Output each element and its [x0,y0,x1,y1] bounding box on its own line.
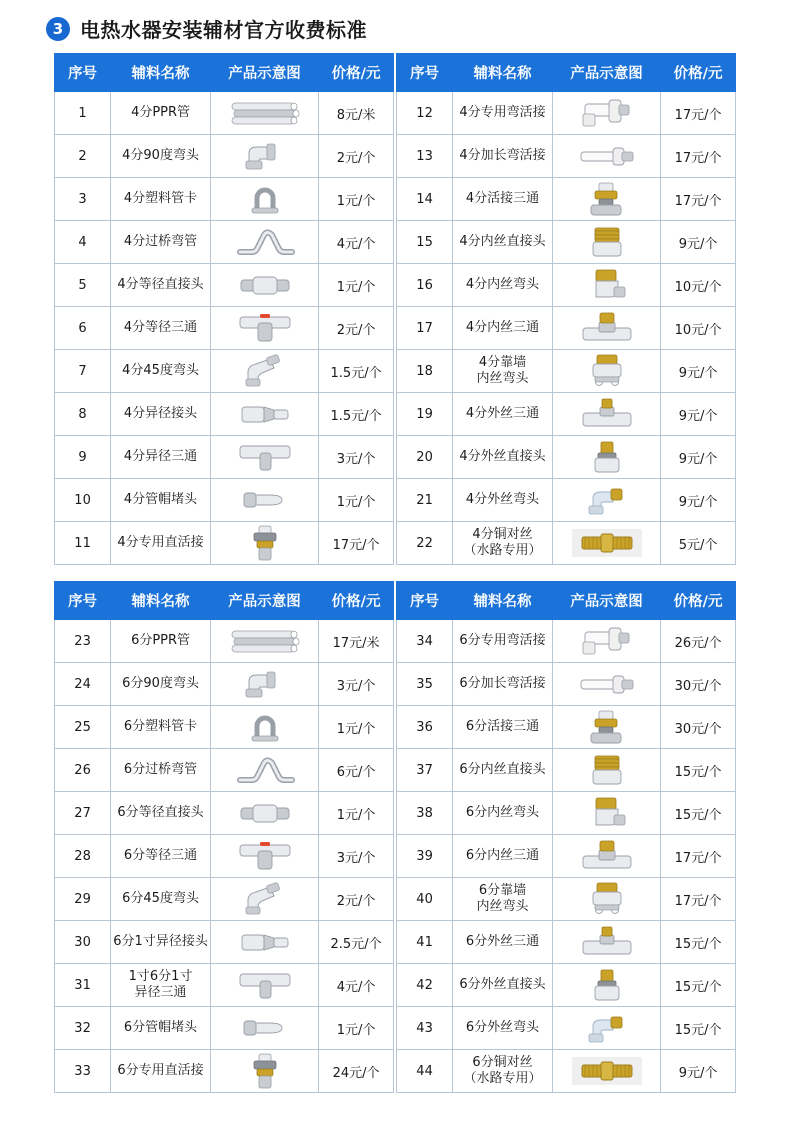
cell-image [552,264,660,307]
cell-image [210,663,318,706]
price-tables-root [0,53,790,1093]
table-row [397,522,736,565]
cell-name: 4分90度弯头 [111,135,211,178]
bridge-bend-icon [212,751,317,789]
cell-no: 2 [55,135,111,178]
cell-image [210,792,318,835]
table-row [397,221,736,264]
cell-name: 6分铜对丝 （水路专用） [453,1050,553,1093]
table-row [397,1007,736,1050]
cell-price: 1元/个 [319,1007,394,1050]
cell-image [210,92,318,135]
cell-name: 6分塑料管卡 [111,706,211,749]
cell-name: 6分1寸异径接头 [111,921,211,964]
cell-no: 28 [55,835,111,878]
elbow-90-icon [212,665,317,703]
cell-no: 18 [397,350,453,393]
cell-no: 39 [397,835,453,878]
cell-price: 1元/个 [319,178,394,221]
elbow-90-icon [212,137,317,175]
cell-image [210,221,318,264]
cell-price: 15元/个 [661,792,736,835]
header-no: 序号 [55,582,111,620]
cell-no: 17 [397,307,453,350]
cell-image [552,393,660,436]
cell-name: 4分管帽堵头 [111,479,211,522]
table-row [397,792,736,835]
header-image: 产品示意图 [552,54,660,92]
cell-no: 1 [55,92,111,135]
price-table-right [396,581,736,1093]
table-row [397,479,736,522]
cell-image [552,522,660,565]
tee-icon [212,837,317,875]
cell-name: 4分外丝三通 [453,393,553,436]
cell-name: 6分等径直接头 [111,792,211,835]
cell-image [210,706,318,749]
section-number-badge: 3 [46,17,70,41]
table-row [397,178,736,221]
cell-image [552,135,660,178]
cell-name: 6分等径三通 [111,835,211,878]
cell-no: 20 [397,436,453,479]
header-name: 辅料名称 [111,54,211,92]
cell-price: 4元/个 [319,964,394,1007]
cell-price: 9元/个 [661,1050,736,1093]
cell-price: 5元/个 [661,522,736,565]
table-row [55,135,394,178]
cell-name: 4分外丝直接头 [453,436,553,479]
cell-name: 4分加长弯活接 [453,135,553,178]
cell-price: 9元/个 [661,479,736,522]
female-elbow-icon [554,794,659,832]
tee-icon [212,309,317,347]
cell-price: 17元/个 [661,878,736,921]
straight-union-icon [212,524,317,562]
cell-price: 30元/个 [661,706,736,749]
table-row [55,436,394,479]
table-row [397,350,736,393]
cell-name: 4分内丝直接头 [453,221,553,264]
cell-price: 17元/个 [661,92,736,135]
cell-no: 21 [397,479,453,522]
cell-price: 15元/个 [661,749,736,792]
cell-image [210,393,318,436]
cell-name: 6分内丝直接头 [453,749,553,792]
table-row [55,921,394,964]
cell-name: 4分等径直接头 [111,264,211,307]
table-row [55,393,394,436]
cell-name: 4分内丝三通 [453,307,553,350]
header-no: 序号 [397,54,453,92]
straight-coupler-icon [212,266,317,304]
cell-image [552,878,660,921]
cell-name: 6分靠墙 内丝弯头 [453,878,553,921]
cell-name: 6分PPR管 [111,620,211,663]
cell-name: 4分45度弯头 [111,350,211,393]
cell-name: 4分过桥弯管 [111,221,211,264]
header-price: 价格/元 [319,54,394,92]
cell-image [210,749,318,792]
block-4fen [0,53,790,565]
cell-name: 6分活接三通 [453,706,553,749]
cell-name: 6分外丝弯头 [453,1007,553,1050]
cell-no: 37 [397,749,453,792]
page-header [0,0,790,53]
cell-no: 25 [55,706,111,749]
cell-price: 3元/个 [319,436,394,479]
header-image: 产品示意图 [552,582,660,620]
cell-name: 1寸6分1寸 异径三通 [111,964,211,1007]
table-row [397,1050,736,1093]
end-cap-icon [212,1009,317,1047]
header-image: 产品示意图 [210,54,318,92]
cell-no: 44 [397,1050,453,1093]
cell-image [210,1007,318,1050]
angle-union-icon [554,94,659,132]
cell-image [210,1050,318,1093]
header-price: 价格/元 [661,582,736,620]
cell-price: 15元/个 [661,1007,736,1050]
cell-no: 36 [397,706,453,749]
pipe-clip-icon [212,180,317,218]
table-row [397,264,736,307]
table-row [55,1050,394,1093]
table-row [55,264,394,307]
cell-image [552,1050,660,1093]
cell-no: 6 [55,307,111,350]
cell-name: 4分专用直活接 [111,522,211,565]
cell-price: 1.5元/个 [319,350,394,393]
cell-no: 10 [55,479,111,522]
table-row [397,663,736,706]
cell-name: 4分等径三通 [111,307,211,350]
table-row [55,307,394,350]
brass-nipple-icon [554,1052,659,1090]
table-row [397,878,736,921]
cell-no: 26 [55,749,111,792]
male-coupler-icon [554,966,659,1004]
table-row [397,749,736,792]
union-tee-icon [554,180,659,218]
male-elbow-icon [554,481,659,519]
cell-no: 13 [397,135,453,178]
pipe-bundle-icon [212,622,317,660]
table-row [397,620,736,663]
female-elbow-icon [554,266,659,304]
cell-name: 6分加长弯活接 [453,663,553,706]
pipe-bundle-icon [212,94,317,132]
cell-image [210,135,318,178]
cell-price: 2元/个 [319,135,394,178]
long-angle-union-icon [554,665,659,703]
block-6fen [0,581,790,1093]
cell-no: 34 [397,620,453,663]
table-row [397,135,736,178]
cell-name: 6分外丝直接头 [453,964,553,1007]
cell-name: 6分内丝弯头 [453,792,553,835]
cell-no: 31 [55,964,111,1007]
reducing-tee-icon [212,438,317,476]
cell-name: 4分外丝弯头 [453,479,553,522]
table-row [397,835,736,878]
cell-price: 15元/个 [661,921,736,964]
cell-image [552,1007,660,1050]
cell-image [210,522,318,565]
cell-price: 1元/个 [319,264,394,307]
cell-no: 4 [55,221,111,264]
table-row [397,706,736,749]
cell-price: 17元/个 [661,178,736,221]
cell-image [210,436,318,479]
header-name: 辅料名称 [111,582,211,620]
pipe-clip-icon [212,708,317,746]
cell-no: 8 [55,393,111,436]
cell-no: 33 [55,1050,111,1093]
cell-image [552,663,660,706]
cell-no: 14 [397,178,453,221]
price-table-right [396,53,736,565]
cell-image [552,620,660,663]
cell-name: 6分90度弯头 [111,663,211,706]
cell-no: 29 [55,878,111,921]
cell-name: 4分异径三通 [111,436,211,479]
table-row [55,1007,394,1050]
cell-price: 26元/个 [661,620,736,663]
female-tee-icon [554,309,659,347]
table-row [55,350,394,393]
cell-price: 1元/个 [319,706,394,749]
cell-no: 11 [55,522,111,565]
female-coupler-icon [554,223,659,261]
cell-price: 2.5元/个 [319,921,394,964]
reducer-icon [212,395,317,433]
table-row [397,964,736,1007]
cell-no: 30 [55,921,111,964]
cell-image [210,620,318,663]
cell-price: 9元/个 [661,350,736,393]
cell-image [552,706,660,749]
cell-name: 4分专用弯活接 [453,92,553,135]
cell-name: 6分管帽堵头 [111,1007,211,1050]
cell-image [552,835,660,878]
long-angle-union-icon [554,137,659,175]
table-row [55,178,394,221]
cell-name: 6分内丝三通 [453,835,553,878]
male-tee-icon [554,923,659,961]
table-row [55,522,394,565]
straight-union-icon [212,1052,317,1090]
cell-no: 38 [397,792,453,835]
table-row [397,393,736,436]
bridge-bend-icon [212,223,317,261]
cell-image [210,264,318,307]
cell-price: 10元/个 [661,264,736,307]
cell-name: 6分专用弯活接 [453,620,553,663]
cell-image [552,436,660,479]
cell-image [552,964,660,1007]
cell-price: 9元/个 [661,436,736,479]
cell-no: 43 [397,1007,453,1050]
male-tee-icon [554,395,659,433]
cell-price: 17元/个 [661,835,736,878]
elbow-45-icon [212,880,317,918]
table-header-row [55,54,394,92]
cell-name: 4分靠墙 内丝弯头 [453,350,553,393]
page-title: 电热水器安装辅材官方收费标准 [80,18,367,42]
table-row [397,436,736,479]
cell-no: 24 [55,663,111,706]
cell-image [210,878,318,921]
cell-name: 6分45度弯头 [111,878,211,921]
elbow-45-icon [212,352,317,390]
table-row [55,878,394,921]
cell-price: 9元/个 [661,393,736,436]
cell-image [210,350,318,393]
table-header-row [397,54,736,92]
cell-price: 8元/米 [319,92,394,135]
cell-price: 17元/个 [661,135,736,178]
cell-name: 6分专用直活接 [111,1050,211,1093]
cell-price: 3元/个 [319,663,394,706]
brass-nipple-icon [554,524,659,562]
cell-no: 27 [55,792,111,835]
table-row [397,921,736,964]
cell-name: 4分活接三通 [453,178,553,221]
reducer-icon [212,923,317,961]
cell-name: 4分PPR管 [111,92,211,135]
table-header-row [397,582,736,620]
cell-image [552,350,660,393]
cell-price: 30元/个 [661,663,736,706]
table-row [55,964,394,1007]
straight-coupler-icon [212,794,317,832]
table-row [55,792,394,835]
price-table-left [54,581,394,1093]
cell-price: 2元/个 [319,307,394,350]
cell-name: 4分塑料管卡 [111,178,211,221]
cell-price: 4元/个 [319,221,394,264]
cell-price: 9元/个 [661,221,736,264]
cell-price: 1元/个 [319,792,394,835]
cell-image [552,307,660,350]
header-price: 价格/元 [319,582,394,620]
cell-image [210,479,318,522]
male-coupler-icon [554,438,659,476]
cell-no: 15 [397,221,453,264]
reducing-tee-icon [212,966,317,1004]
end-cap-icon [212,481,317,519]
cell-no: 23 [55,620,111,663]
table-row [55,620,394,663]
cell-name: 4分内丝弯头 [453,264,553,307]
cell-no: 32 [55,1007,111,1050]
cell-price: 17元/米 [319,620,394,663]
cell-image [210,964,318,1007]
cell-image [210,307,318,350]
cell-no: 42 [397,964,453,1007]
cell-no: 12 [397,92,453,135]
table-header-row [55,582,394,620]
cell-price: 1元/个 [319,479,394,522]
cell-image [210,178,318,221]
cell-no: 9 [55,436,111,479]
cell-no: 35 [397,663,453,706]
table-row [55,221,394,264]
cell-name: 4分异径接头 [111,393,211,436]
cell-image [552,178,660,221]
header-price: 价格/元 [661,54,736,92]
cell-no: 40 [397,878,453,921]
header-no: 序号 [55,54,111,92]
table-row [55,706,394,749]
cell-image [210,835,318,878]
cell-image [552,792,660,835]
cell-no: 19 [397,393,453,436]
female-tee-icon [554,837,659,875]
table-row [55,92,394,135]
cell-no: 41 [397,921,453,964]
header-name: 辅料名称 [453,582,553,620]
union-tee-icon [554,708,659,746]
table-row [55,663,394,706]
cell-name: 6分过桥弯管 [111,749,211,792]
cell-price: 1.5元/个 [319,393,394,436]
angle-union-icon [554,622,659,660]
cell-no: 5 [55,264,111,307]
cell-price: 10元/个 [661,307,736,350]
price-table-left [54,53,394,565]
cell-image [210,921,318,964]
cell-price: 24元/个 [319,1050,394,1093]
cell-no: 7 [55,350,111,393]
male-elbow-icon [554,1009,659,1047]
cell-image [552,479,660,522]
cell-name: 4分铜对丝 （水路专用） [453,522,553,565]
wall-elbow-icon [554,352,659,390]
cell-price: 6元/个 [319,749,394,792]
cell-image [552,221,660,264]
cell-price: 3元/个 [319,835,394,878]
cell-price: 17元/个 [319,522,394,565]
header-image: 产品示意图 [210,582,318,620]
table-row [55,835,394,878]
cell-no: 22 [397,522,453,565]
cell-price: 15元/个 [661,964,736,1007]
cell-name: 6分外丝三通 [453,921,553,964]
wall-elbow-icon [554,880,659,918]
table-row [397,92,736,135]
table-row [55,479,394,522]
header-name: 辅料名称 [453,54,553,92]
female-coupler-icon [554,751,659,789]
table-row [55,749,394,792]
cell-no: 3 [55,178,111,221]
header-no: 序号 [397,582,453,620]
table-row [397,307,736,350]
cell-price: 2元/个 [319,878,394,921]
cell-image [552,749,660,792]
cell-image [552,921,660,964]
cell-no: 16 [397,264,453,307]
cell-image [552,92,660,135]
